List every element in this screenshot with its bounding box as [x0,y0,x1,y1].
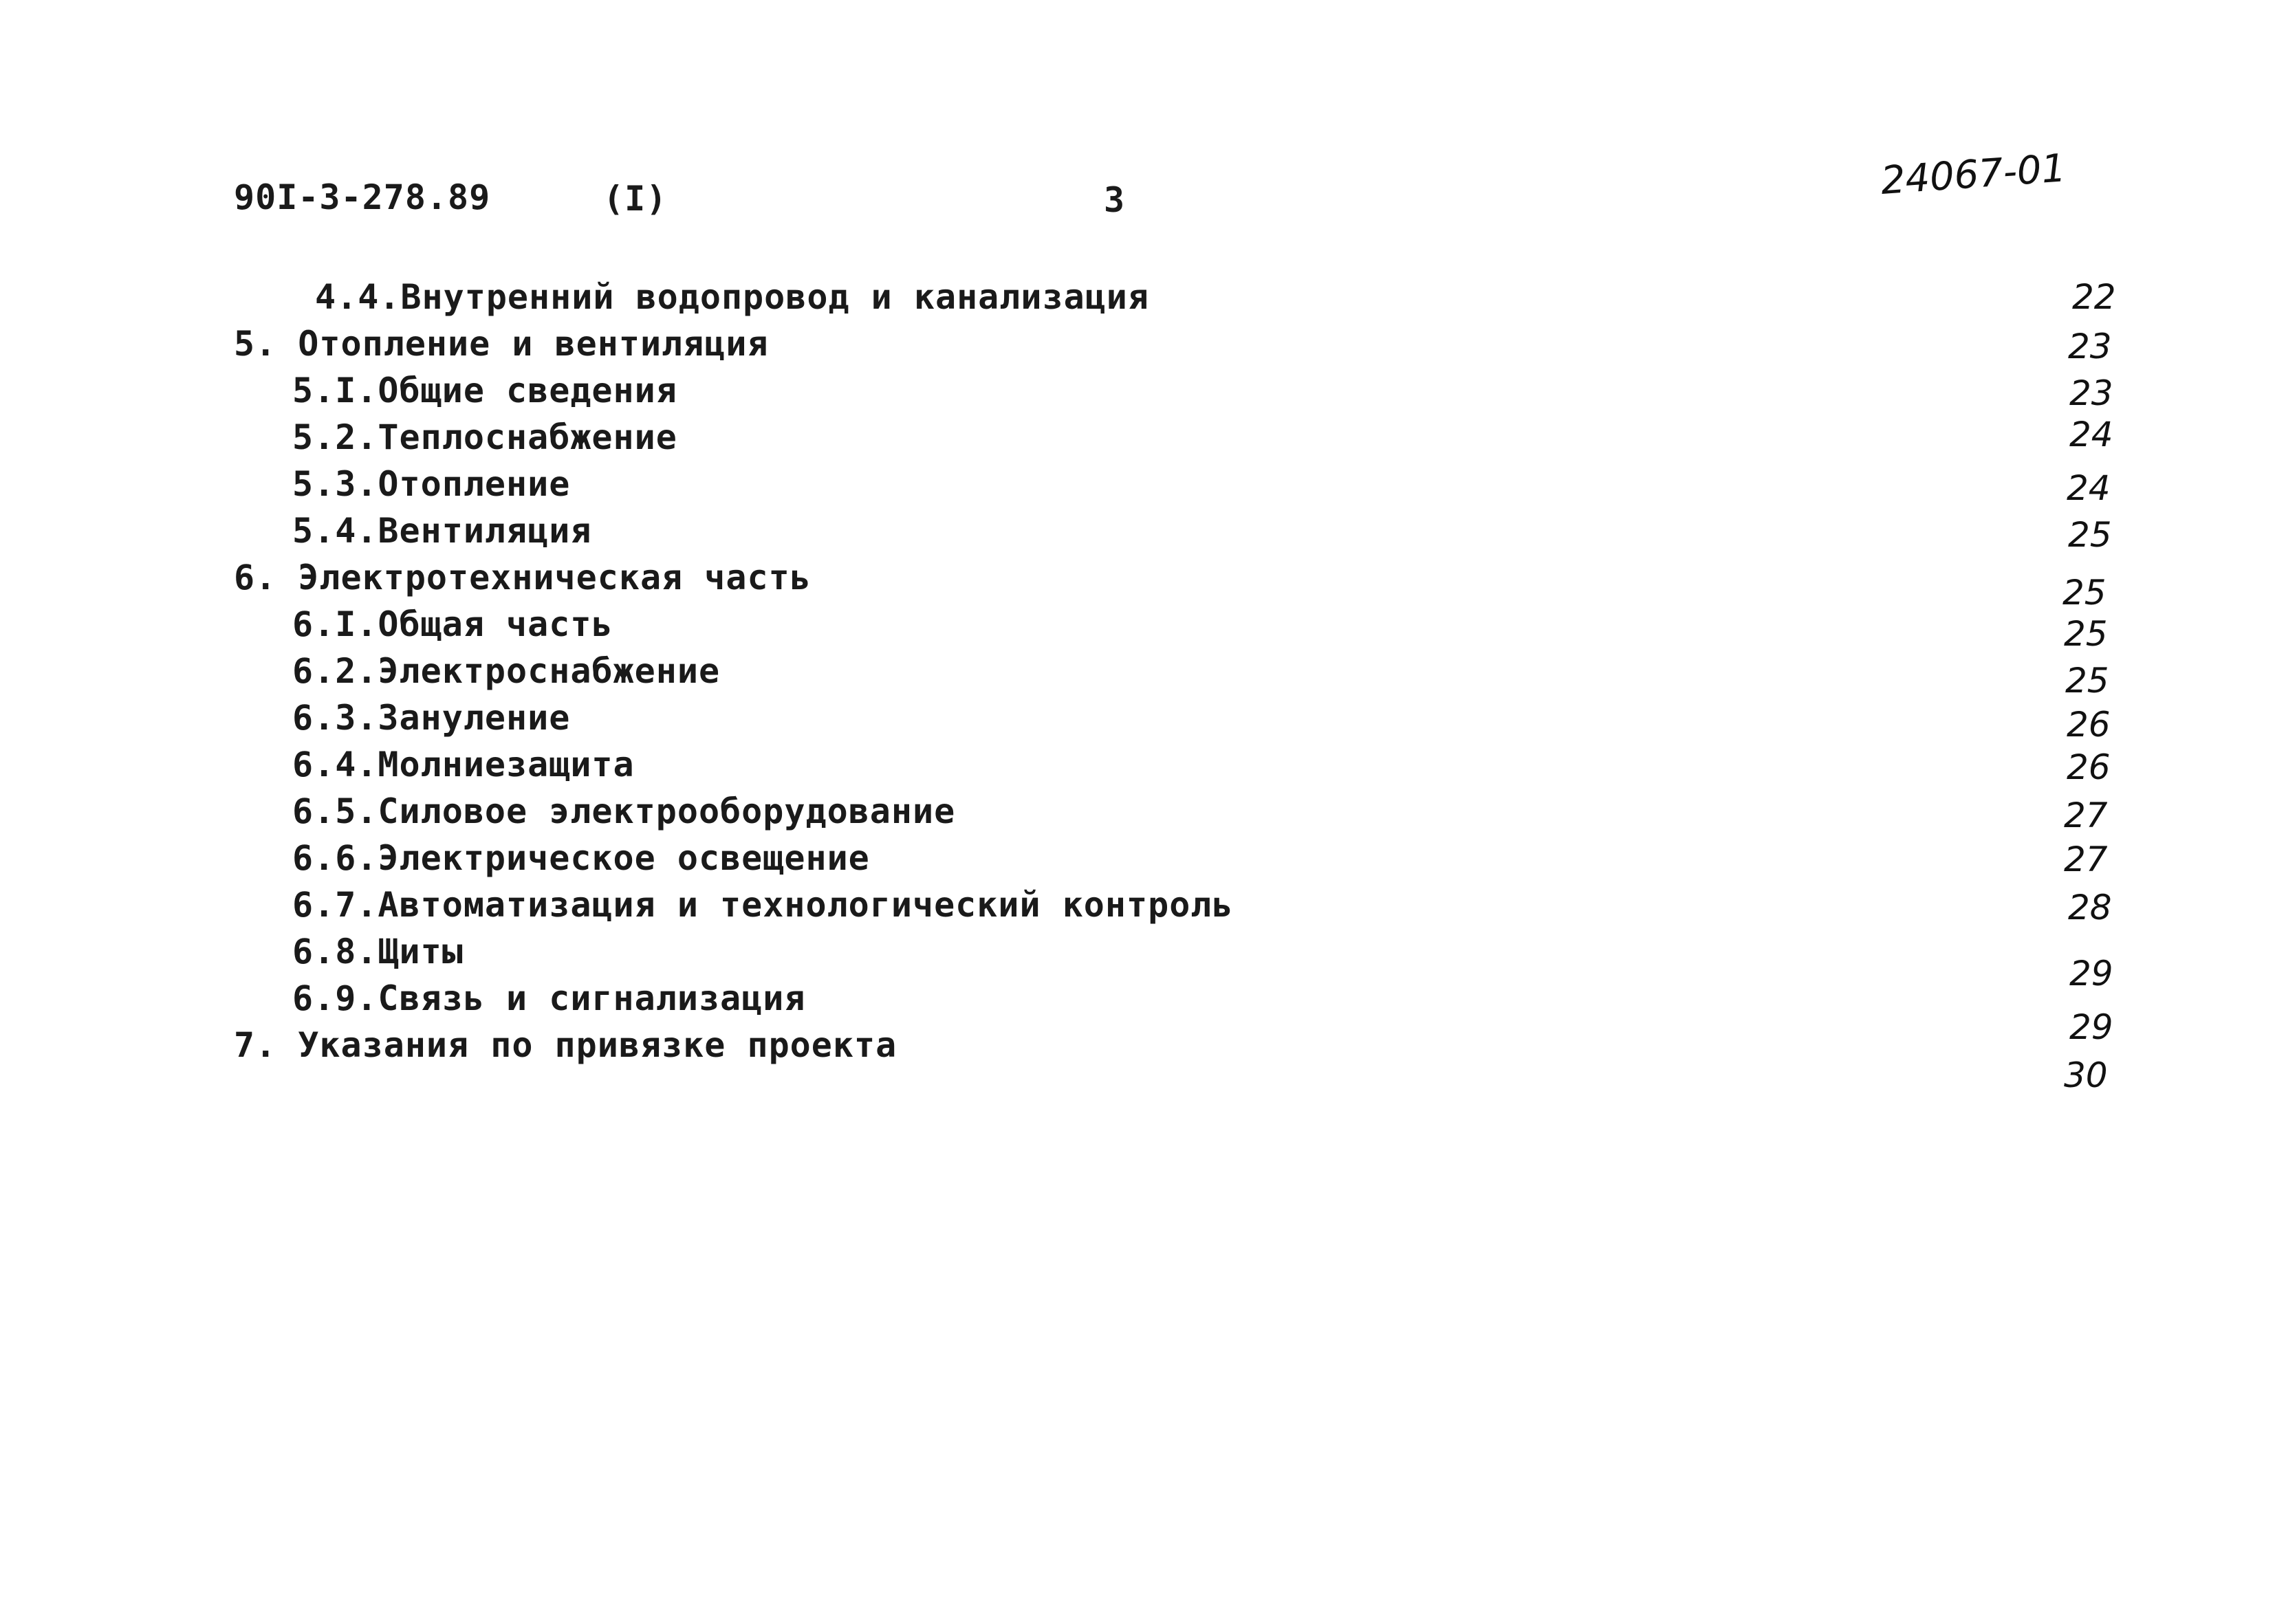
toc-item-label: 6.2.Электроснабжение [292,651,721,691]
toc-item-label: 6.8.Щиты [292,932,464,972]
toc-item-label: 6. Электротехническая часть [234,558,812,597]
toc-page-number: 30 [2064,1055,2108,1095]
toc-page-number: 26 [2067,747,2111,787]
toc-page-number: 27 [2064,840,2108,879]
toc-item-label: 6.7.Автоматизация и технологический контроль [292,885,1234,925]
toc-page-number: 23 [2069,373,2113,413]
toc-page-number: 26 [2067,705,2111,745]
toc-item-label: 5.4.Вентиляция [292,511,592,551]
toc-page-number: 29 [2069,1007,2113,1047]
toc-item-label: 6.4.Молниезащита [292,745,635,784]
toc-item-label: 5.2.Теплоснабжение [292,417,677,457]
toc-item-label: 7. Указания по привязке проекта [234,1025,897,1065]
toc-item-label: 6.I.Общая часть [292,604,613,644]
toc-page-number: 28 [2068,888,2112,928]
toc-page-number: 25 [2062,573,2107,613]
toc-item-label: 6.9.Связь и сигнализация [292,978,806,1018]
toc-item-label: 6.3.Зануление [292,698,571,738]
toc-item-label: 5.I.Общие сведения [292,371,677,410]
toc-page-number: 24 [2067,468,2111,508]
toc-page-number: 25 [2065,661,2109,701]
toc-item-label: 4.4.Внутренний водопровод и канализация [315,277,1149,317]
toc-page-number: 22 [2072,277,2116,317]
part-label: (I) [603,179,668,219]
document-code: 90I-3-278.89 [234,177,491,217]
toc-page-number: 27 [2064,795,2108,835]
page-number: 3 [1104,180,1126,220]
toc-item-label: 6.5.Силовое электрооборудование [292,791,956,831]
toc-item-label: 5.3.Отопление [292,464,571,504]
toc-page-number: 25 [2064,614,2108,654]
toc-page-number: 24 [2069,415,2113,454]
toc-page-number: 29 [2069,954,2113,994]
toc-page-number: 25 [2068,515,2112,555]
toc-page-number: 23 [2068,327,2112,366]
toc-item-label: 5. Отопление и вентиляция [234,324,769,364]
toc-item-label: 6.6.Электрическое освещение [292,838,870,878]
archive-number: 24067-01 [1879,146,2068,204]
